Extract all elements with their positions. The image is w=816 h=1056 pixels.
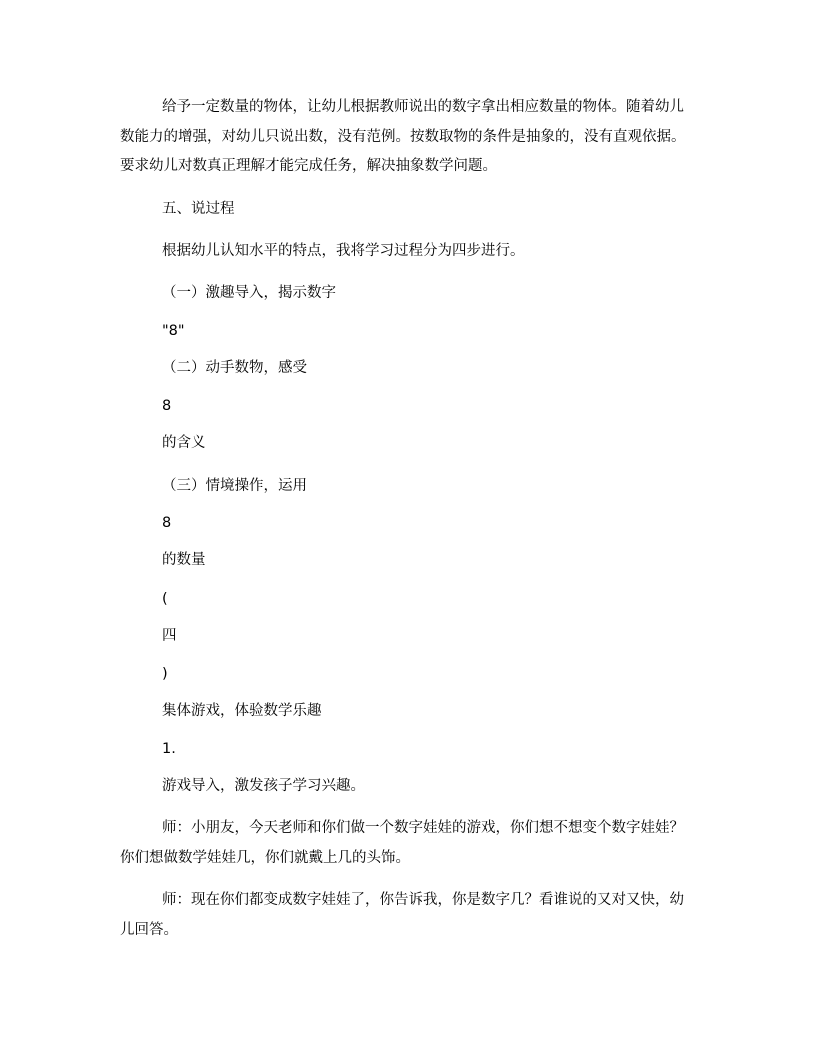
- paragraph-1-line-1: 给予一定数量的物体，让幼儿根据教师说出的数字拿出相应数量的物体。随着幼儿: [162, 99, 684, 115]
- dialogue-1-line-2: 你们想做数学娃娃几，你们就戴上几的头饰。: [120, 850, 410, 866]
- step-line: （三）情境操作，运用: [162, 478, 307, 494]
- step-line: 8: [162, 398, 172, 414]
- step-line: (: [162, 591, 168, 607]
- step-line: 四: [162, 628, 177, 644]
- step-line: ): [162, 666, 168, 682]
- dialogue-2-line-1: 师：现在你们都变成数字娃娃了，你告诉我，你是数字几？看谁说的又对又快，幼: [162, 892, 684, 908]
- step-line: "8": [162, 323, 185, 339]
- dialogue-1-line-1: 师：小朋友，今天老师和你们做一个数字娃娃的游戏，你们想不想变个数字娃娃？: [162, 820, 684, 836]
- intro-paragraph: 根据幼儿认知水平的特点，我将学习过程分为四步进行。: [162, 243, 525, 259]
- step-line: 8: [162, 515, 172, 531]
- step-line: 游戏导入，激发孩子学习兴趣。: [162, 778, 365, 794]
- paragraph-1-line-3: 要求幼儿对数真正理解才能完成任务，解决抽象数学问题。: [120, 158, 497, 174]
- step-line: （二）动手数物，感受: [162, 360, 307, 376]
- step-line: 1.: [162, 741, 176, 757]
- step-line: 集体游戏，体验数学乐趣: [162, 703, 322, 719]
- step-line: 的数量: [162, 552, 206, 568]
- step-line: （一）激趣导入，揭示数字: [162, 285, 336, 301]
- dialogue-2-line-2: 儿回答。: [120, 922, 178, 938]
- paragraph-1-line-2: 数能力的增强，对幼儿只说出数，没有范例。按数取物的条件是抽象的，没有直观依据。: [120, 129, 686, 145]
- section-heading: 五、说过程: [162, 201, 235, 217]
- step-line: 的含义: [162, 435, 206, 451]
